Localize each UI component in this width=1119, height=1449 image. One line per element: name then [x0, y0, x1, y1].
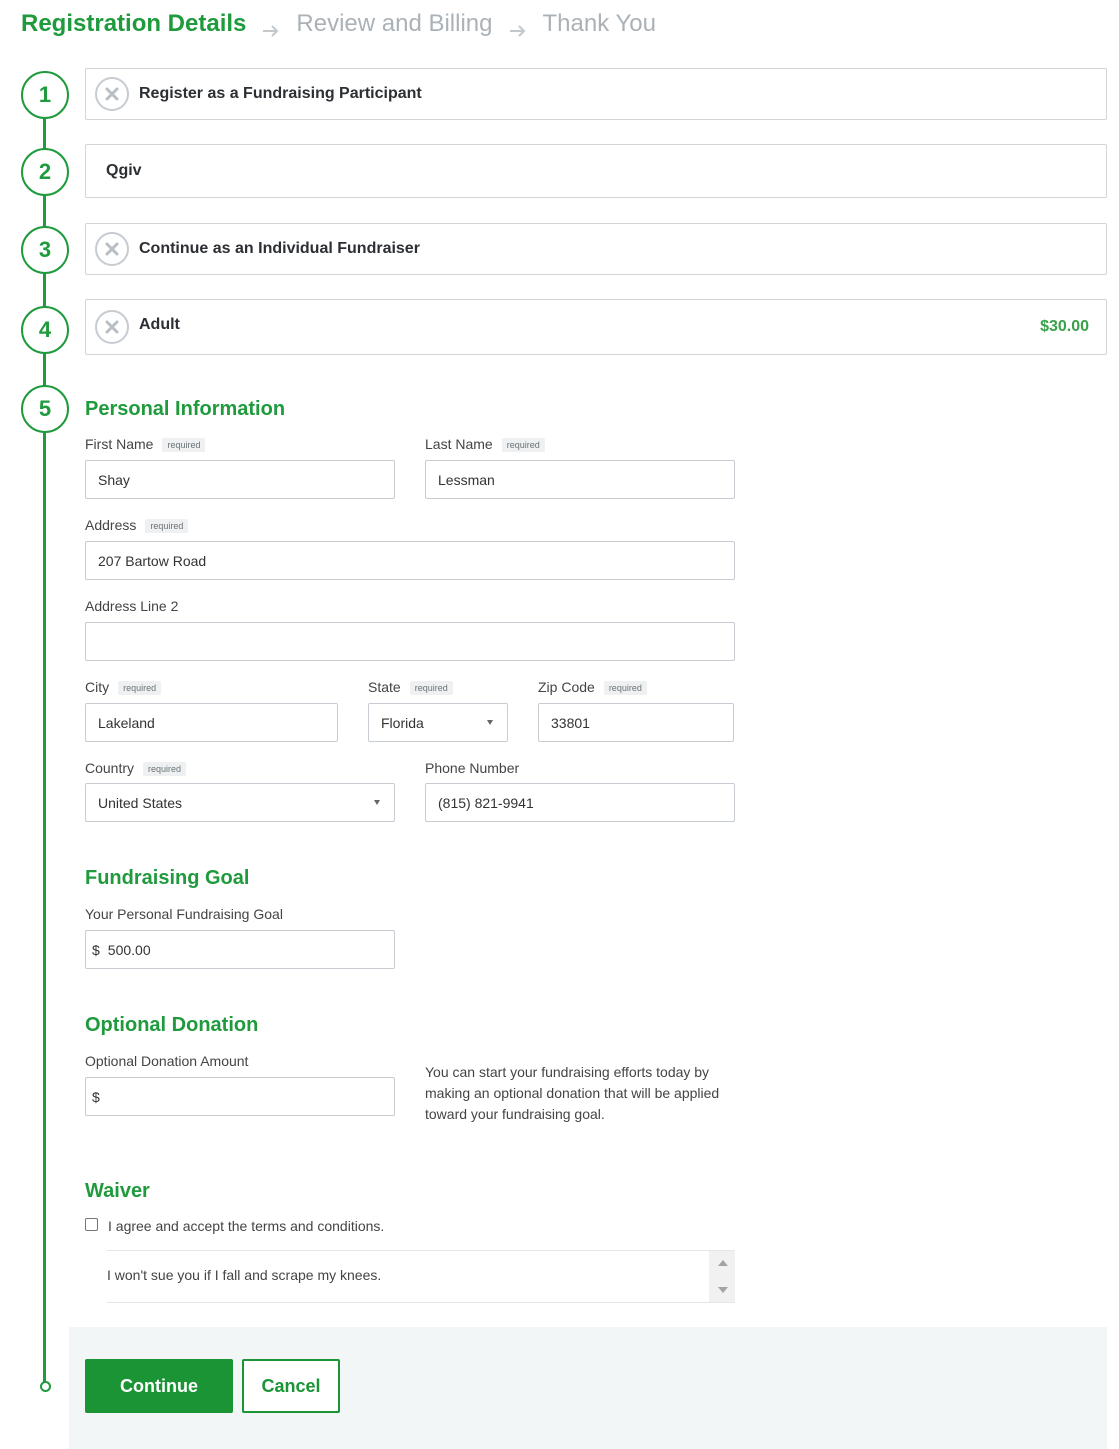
- optional-donation-input[interactable]: [85, 1077, 395, 1116]
- scroll-down-arrow-icon[interactable]: [718, 1287, 728, 1293]
- dropdown-caret-icon: [374, 800, 380, 805]
- address-label: [85, 517, 188, 533]
- step-number-2: 2: [21, 148, 69, 196]
- remove-ticket-button[interactable]: [95, 310, 129, 344]
- country-label: [85, 760, 186, 776]
- remove-team-option-button[interactable]: [95, 232, 129, 266]
- first-name-input[interactable]: Shay: [85, 460, 395, 499]
- state-label-text: State: [368, 679, 401, 695]
- participant-type-label: Register as a Fundraising Participant: [139, 85, 422, 102]
- zip-code-label: [538, 679, 647, 695]
- country-select[interactable]: [85, 783, 395, 822]
- progress-step-thank-you: Thank You: [542, 10, 656, 37]
- currency-prefix: $: [92, 941, 100, 958]
- address-line-2-label: Address Line 2: [85, 598, 179, 614]
- arrow-right-icon: [509, 17, 527, 31]
- required-badge: required: [604, 681, 647, 695]
- last-name-input[interactable]: Lessman: [425, 460, 735, 499]
- step-number-5: 5: [21, 385, 69, 433]
- ticket-price: $30.00: [1040, 318, 1089, 335]
- phone-number-input[interactable]: (815) 821-9941: [425, 783, 735, 822]
- cancel-button[interactable]: Cancel: [242, 1359, 340, 1413]
- country-select-value: United States: [98, 794, 183, 811]
- organization-label: Qgiv: [106, 162, 142, 179]
- city-label-text: City: [85, 679, 110, 695]
- step-number-1: 1: [21, 71, 69, 119]
- terms-scrollbar[interactable]: [709, 1251, 735, 1302]
- team-option-label: Continue as an Individual Fundraiser: [139, 240, 420, 257]
- city-label: [85, 679, 161, 695]
- zip-code-input[interactable]: 33801: [538, 703, 734, 742]
- first-name-label: [85, 436, 205, 452]
- address-input[interactable]: 207 Bartow Road: [85, 541, 735, 580]
- terms-checkbox[interactable]: [85, 1218, 98, 1231]
- required-badge: required: [145, 519, 188, 533]
- address-line-2-input[interactable]: [85, 622, 735, 661]
- zip-code-label-text: Zip Code: [538, 679, 595, 695]
- last-name-label: [425, 436, 545, 452]
- progress-step-registration-details: Registration Details: [21, 10, 247, 37]
- optional-donation-label: Optional Donation Amount: [85, 1053, 249, 1069]
- state-select[interactable]: [368, 703, 508, 742]
- fundraising-goal-value: 500.00: [107, 941, 151, 958]
- remove-participant-type-button[interactable]: [95, 77, 129, 111]
- terms-textarea[interactable]: [107, 1250, 735, 1303]
- continue-button[interactable]: Continue: [85, 1359, 233, 1413]
- summary-participant-type: [85, 68, 1107, 120]
- fundraising-goal-heading: Fundraising Goal: [85, 867, 250, 889]
- summary-team-option: [85, 223, 1107, 275]
- required-badge: required: [162, 438, 205, 452]
- ticket-label: Adult: [139, 316, 180, 333]
- summary-organization: [85, 144, 1107, 198]
- required-badge: required: [502, 438, 545, 452]
- timeline-end-dot: [40, 1381, 51, 1392]
- terms-text: I won't sue you if I fall and scrape my knees.: [107, 1267, 382, 1283]
- state-label: [368, 679, 453, 695]
- arrow-right-icon: [262, 17, 280, 31]
- personal-information-heading: Personal Information: [85, 398, 286, 420]
- progress-step-review-billing: Review and Billing: [296, 10, 493, 37]
- country-label-text: Country: [85, 760, 135, 776]
- currency-prefix: $: [92, 1088, 100, 1105]
- city-input[interactable]: Lakeland: [85, 703, 338, 742]
- phone-number-label: Phone Number: [425, 760, 520, 776]
- waiver-heading: Waiver: [85, 1180, 150, 1202]
- summary-ticket: [85, 299, 1107, 355]
- address-label-text: Address: [85, 517, 137, 533]
- fundraising-goal-label: Your Personal Fundraising Goal: [85, 906, 283, 922]
- last-name-label-text: Last Name: [425, 436, 493, 452]
- step-number-4: 4: [21, 306, 69, 354]
- timeline-line: [43, 94, 46, 1384]
- first-name-label-text: First Name: [85, 436, 154, 452]
- close-icon: [105, 320, 119, 334]
- required-badge: required: [118, 681, 161, 695]
- scroll-up-arrow-icon[interactable]: [718, 1260, 728, 1266]
- dropdown-caret-icon: [487, 720, 493, 725]
- optional-donation-help-text: You can start your fundraising efforts today by making an optional donation that will be applied toward your fundraising goal.: [425, 1064, 720, 1122]
- close-icon: [105, 87, 119, 101]
- fundraising-goal-input[interactable]: [85, 930, 395, 969]
- registration-progress: [21, 6, 656, 42]
- step-number-3: 3: [21, 226, 69, 274]
- required-badge: required: [410, 681, 453, 695]
- optional-donation-heading: Optional Donation: [85, 1014, 259, 1036]
- required-badge: required: [143, 762, 186, 776]
- state-select-value: Florida: [381, 714, 424, 731]
- terms-checkbox-label[interactable]: I agree and accept the terms and conditions.: [108, 1218, 385, 1234]
- close-icon: [105, 242, 119, 256]
